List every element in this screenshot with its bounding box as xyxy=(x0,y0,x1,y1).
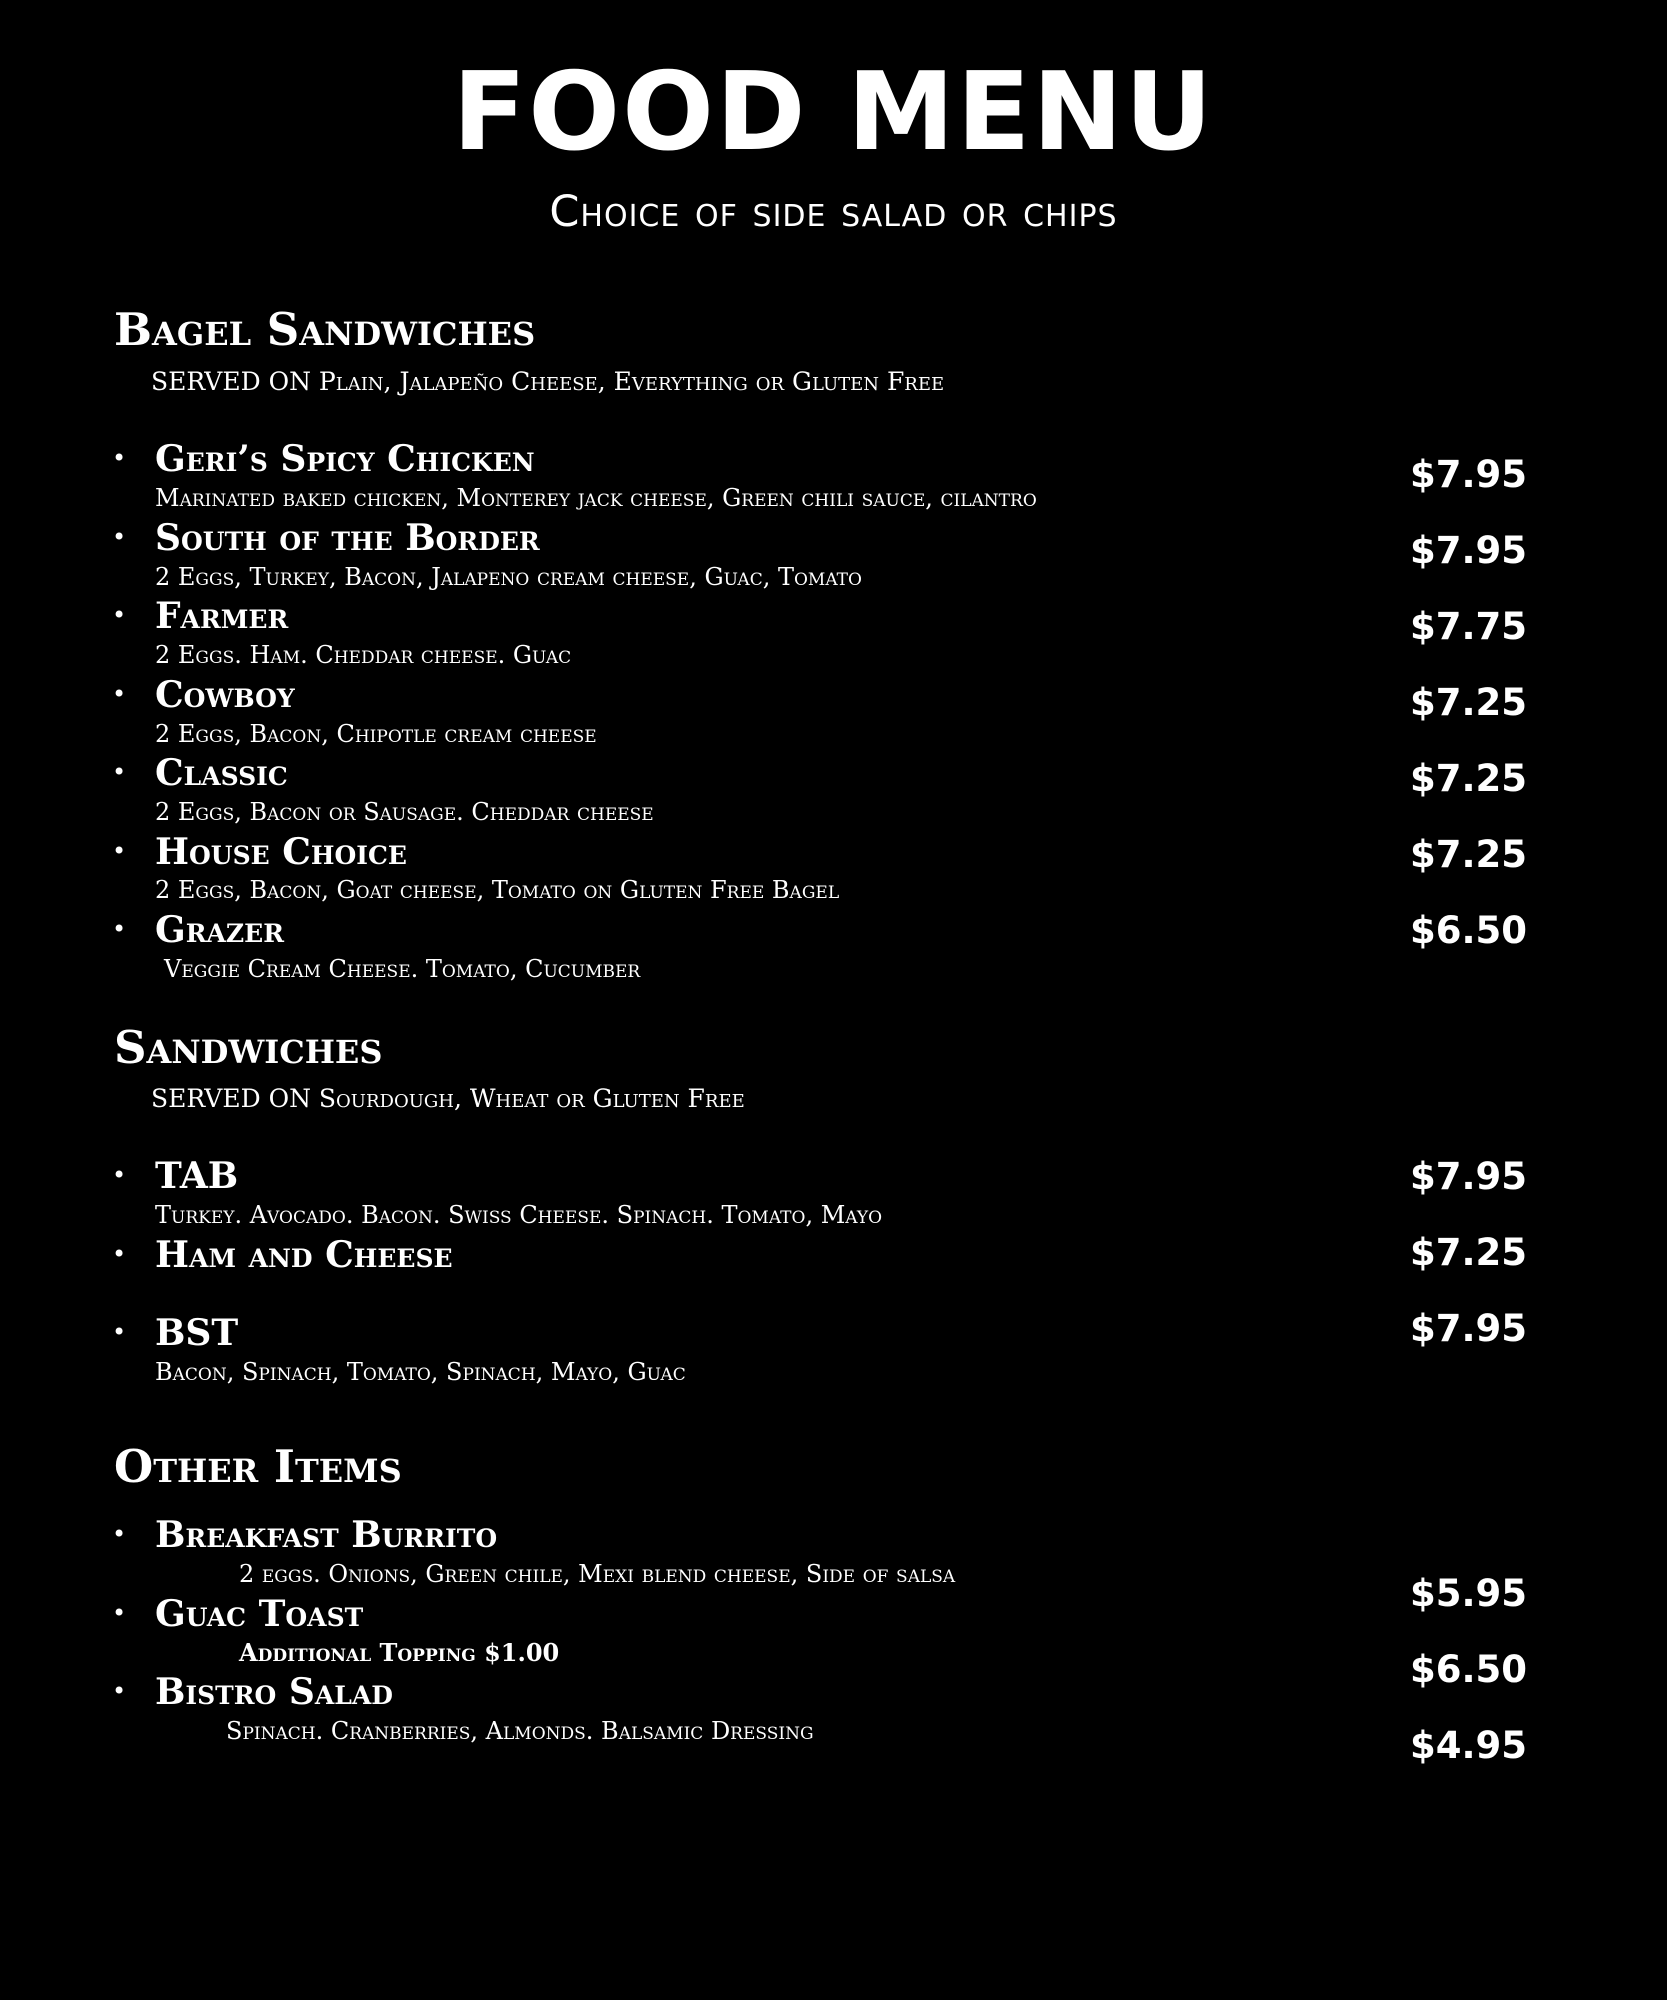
item-name: Ham and Cheese xyxy=(155,1234,453,1276)
bullet-icon: • xyxy=(112,444,127,472)
item-description: Spinach. Cranberries, Almonds. Balsamic Dressing xyxy=(226,1717,814,1745)
item-description: 2 Eggs, Turkey, Bacon, Jalapeno cream cheese, Guac, Tomato xyxy=(155,563,862,591)
item-description: 2 Eggs, Bacon, Chipotle cream cheese xyxy=(155,720,597,748)
item-description: Turkey. Avocado. Bacon. Swiss Cheese. Spinach. Tomato, Mayo xyxy=(155,1201,883,1229)
bullet-icon: • xyxy=(112,523,127,551)
item-price: $7.25 xyxy=(1410,833,1528,876)
item-name: Cowboy xyxy=(155,674,295,716)
item-description: 2 Eggs, Bacon, Goat cheese, Tomato on Gluten Free Bagel xyxy=(155,876,840,904)
bullet-icon: • xyxy=(112,1240,127,1268)
item-description: Veggie Cream Cheese. Tomato, Cucumber xyxy=(164,955,641,983)
item-price: $5.95 xyxy=(1410,1572,1528,1615)
item-description: Bacon, Spinach, Tomato, Spinach, Mayo, Guac xyxy=(155,1358,686,1386)
item-price: $7.95 xyxy=(1410,1307,1528,1350)
item-price: $4.95 xyxy=(1410,1724,1528,1767)
bullet-icon: • xyxy=(112,1318,127,1346)
item-name: BST xyxy=(155,1312,239,1354)
item-price: $7.75 xyxy=(1410,605,1528,648)
item-name: Bistro Salad xyxy=(155,1671,393,1713)
item-name: House Choice xyxy=(155,831,407,873)
bullet-icon: • xyxy=(112,1520,127,1548)
section-heading: Other Items xyxy=(114,1440,402,1493)
item-name: Geri’s Spicy Chicken xyxy=(155,438,535,480)
item-price: $7.25 xyxy=(1410,757,1528,800)
section-heading: Sandwiches xyxy=(114,1021,383,1074)
item-description: 2 Eggs. Ham. Cheddar cheese. Guac xyxy=(155,641,572,669)
item-description: 2 Eggs, Bacon or Sausage. Cheddar cheese xyxy=(155,798,654,826)
bullet-icon: • xyxy=(112,601,127,629)
item-description: Marinated baked chicken, Monterey jack cheese, Green chili sauce, cilantro xyxy=(155,484,1037,512)
item-name: Classic xyxy=(155,752,288,794)
bullet-icon: • xyxy=(112,1677,127,1705)
additional-topping-note: Additional Topping $1.00 xyxy=(239,1638,560,1667)
item-price: $7.25 xyxy=(1410,1231,1528,1274)
item-price: $7.95 xyxy=(1410,1155,1528,1198)
item-price: $6.50 xyxy=(1410,909,1528,952)
item-name: Breakfast Burrito xyxy=(155,1514,498,1556)
item-name: Farmer xyxy=(155,595,289,637)
item-price: $7.95 xyxy=(1410,529,1528,572)
bullet-icon: • xyxy=(112,1599,127,1627)
served-on-note: SERVED ON Plain, Jalapeño Cheese, Everything or Gluten Free xyxy=(151,367,945,396)
item-name: Guac Toast xyxy=(155,1593,364,1635)
bullet-icon: • xyxy=(112,680,127,708)
item-name: Grazer xyxy=(155,909,284,951)
menu-title: FOOD MENU xyxy=(452,50,1215,175)
served-on-note: SERVED ON Sourdough, Wheat or Gluten Free xyxy=(151,1084,745,1113)
item-name: TAB xyxy=(155,1155,239,1197)
section-heading: Bagel Sandwiches xyxy=(114,303,536,356)
item-price: $7.95 xyxy=(1410,453,1528,496)
menu-subtitle: Choice of side salad or chips xyxy=(549,187,1118,237)
bullet-icon: • xyxy=(112,837,127,865)
item-price: $6.50 xyxy=(1410,1648,1528,1691)
item-description: 2 eggs. Onions, Green chile, Mexi blend cheese, Side of salsa xyxy=(239,1560,956,1588)
item-name: South of the Border xyxy=(155,517,540,559)
bullet-icon: • xyxy=(112,915,127,943)
item-price: $7.25 xyxy=(1410,681,1528,724)
bullet-icon: • xyxy=(112,758,127,786)
bullet-icon: • xyxy=(112,1161,127,1189)
